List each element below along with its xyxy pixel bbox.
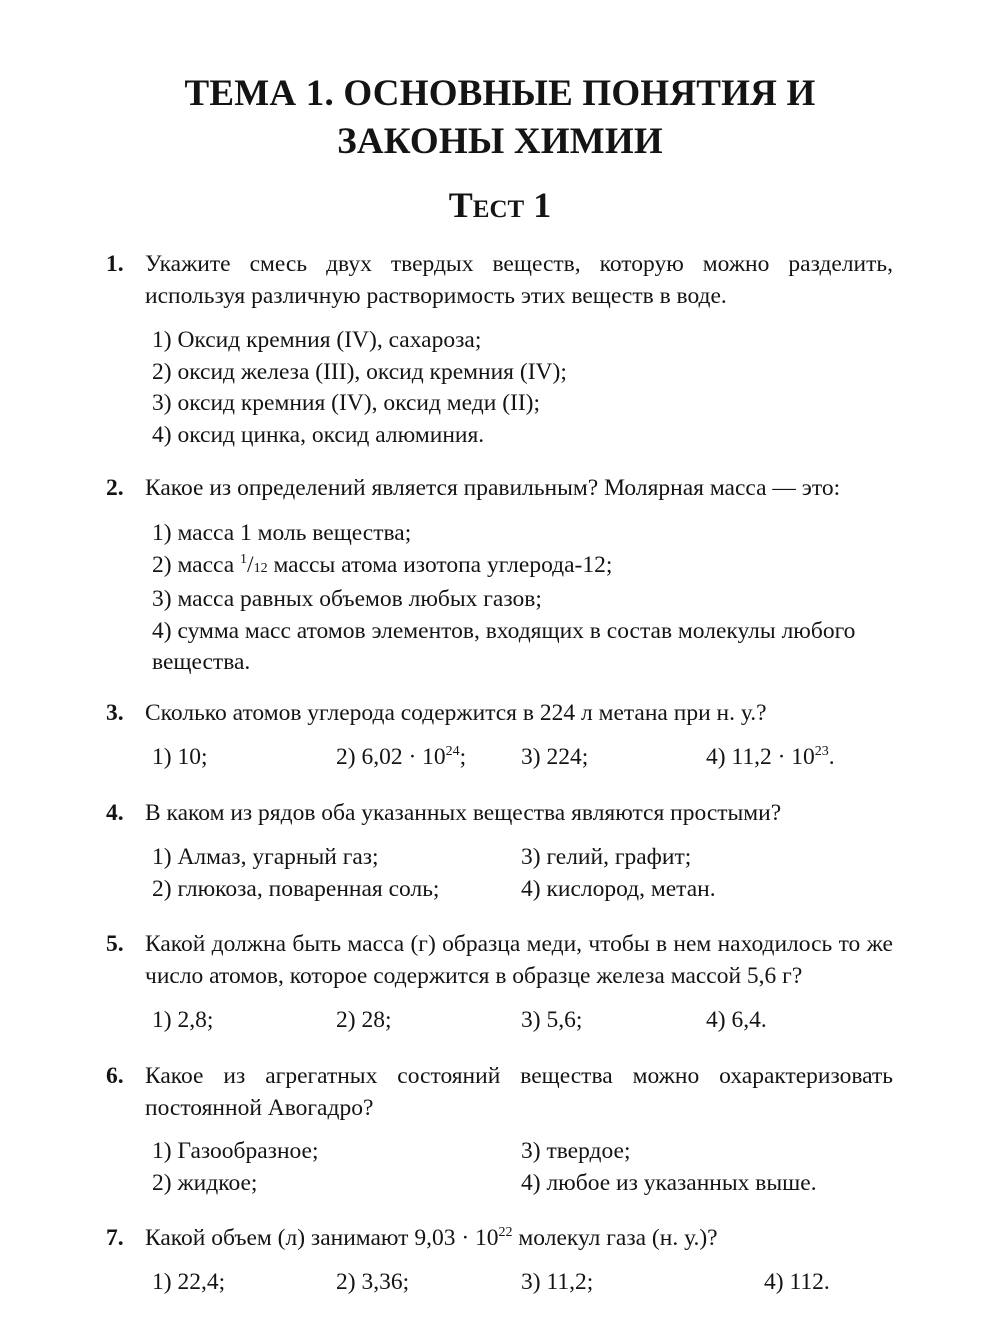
option-3: 3) масса равных объемов любых газов; bbox=[152, 586, 542, 612]
option-2-prefix: 2) масса bbox=[152, 551, 241, 578]
option-1: 1) 22,4; bbox=[152, 1269, 226, 1295]
option-3: 3) 5,6; bbox=[521, 1007, 583, 1033]
option-2: 2) глюкоза, поваренная соль; bbox=[152, 876, 440, 902]
option-4: 4) любое из указанных выше. bbox=[521, 1170, 817, 1196]
option-4: 4) 112. bbox=[764, 1269, 830, 1295]
question-text: В каком из рядов оба указанных вещества являются простыми? bbox=[145, 800, 782, 826]
option-1: 1) Газообразное; bbox=[152, 1138, 319, 1164]
question-text bbox=[145, 1222, 893, 1254]
option-3: 3) гелий, графит; bbox=[521, 844, 692, 870]
option-4-base: 4) 11,2 · 10 bbox=[706, 744, 815, 770]
question-text-exponent: 22 bbox=[498, 1225, 513, 1240]
option-2-base: 2) 6,02 · 10 bbox=[336, 744, 446, 770]
question-text: Сколько атомов углерода содержится в 224 л метана при н. у.? bbox=[145, 700, 767, 726]
option-2-end: ; bbox=[459, 744, 467, 770]
option-4: 4) кислород, метан. bbox=[521, 876, 716, 902]
question-number: 7. bbox=[106, 1225, 124, 1251]
question-text-before: Какой объем (л) занимают 9,03 · 10 bbox=[145, 1225, 499, 1251]
option-2: 2) жидкое; bbox=[152, 1170, 258, 1196]
option-2 bbox=[336, 742, 466, 774]
option-2-exponent: 24 bbox=[445, 744, 460, 759]
question-number: 6. bbox=[106, 1063, 124, 1089]
option-4: 4) сумма масс атомов элементов, входящих в состав молекулы любого вещества. bbox=[152, 617, 856, 675]
option-4-exponent: 23 bbox=[814, 744, 829, 759]
option-1: 1) 10; bbox=[152, 744, 208, 770]
option-2: 2) масса $^1$/12 массы атома изотопа углерода-12; bbox=[152, 551, 613, 578]
question-number: 4. bbox=[106, 800, 124, 826]
option-1: 1) Алмаз, угарный газ; bbox=[152, 844, 379, 870]
question-text: Какое из определений является правильным? Молярная масса — это: bbox=[145, 475, 841, 501]
option-2: 2) 28; bbox=[336, 1007, 392, 1033]
option-3: 3) оксид кремния (IV), оксид меди (II); bbox=[152, 390, 541, 416]
option-3: 3) 11,2; bbox=[521, 1269, 594, 1295]
test-title: Тест 1 bbox=[448, 185, 552, 225]
option-4 bbox=[706, 742, 835, 774]
option-2-suffix: массы атома изотопа углерода-12; bbox=[267, 551, 613, 578]
option-1: 1) Оксид кремния (IV), сахароза; bbox=[152, 327, 482, 353]
question-number: 3. bbox=[106, 700, 124, 726]
option-1: 1) 2,8; bbox=[152, 1007, 214, 1033]
option-4: 4) 6,4. bbox=[706, 1007, 767, 1033]
question-2-options bbox=[152, 518, 892, 679]
option-1: 1) масса 1 моль вещества; bbox=[152, 520, 412, 546]
option-2: 2) оксид железа (III), оксид кремния (IV); bbox=[152, 358, 567, 385]
question-1-options bbox=[152, 325, 892, 451]
option-4: 4) оксид цинка, оксид алюминия. bbox=[152, 421, 485, 448]
topic-title-line-1: ТЕМА 1. ОСНОВНЫЕ ПОНЯТИЯ И bbox=[184, 73, 816, 114]
question-number: 5. bbox=[106, 931, 124, 957]
question-text: Укажите смесь двух твердых веществ, которую можно разделить, используя различную растворимость этих веществ в воде. bbox=[145, 251, 893, 309]
option-4-end: . bbox=[828, 744, 835, 770]
fraction-denominator: 12 bbox=[253, 560, 268, 576]
question-text: Какой должна быть масса (г) образца меди, чтобы в нем находилось то же число атомов, которое содержится в образце железа массой 5,6 г? bbox=[145, 931, 893, 989]
topic-title-line-2: ЗАКОНЫ ХИМИИ bbox=[337, 121, 663, 162]
question-number: 2. bbox=[106, 475, 124, 501]
option-3: 3) 224; bbox=[521, 744, 589, 770]
option-3: 3) твердое; bbox=[521, 1138, 631, 1164]
question-number: 1. bbox=[106, 251, 124, 277]
topic-title bbox=[0, 70, 1000, 166]
fraction-numerator: 1 bbox=[240, 551, 248, 567]
question-text: Какое из агрегатных состояний вещества можно охарактеризовать постоянной Авогадро? bbox=[145, 1063, 893, 1121]
question-text-after: молекул газа (н. у.)? bbox=[512, 1225, 718, 1251]
option-2: 2) 3,36; bbox=[336, 1269, 410, 1295]
